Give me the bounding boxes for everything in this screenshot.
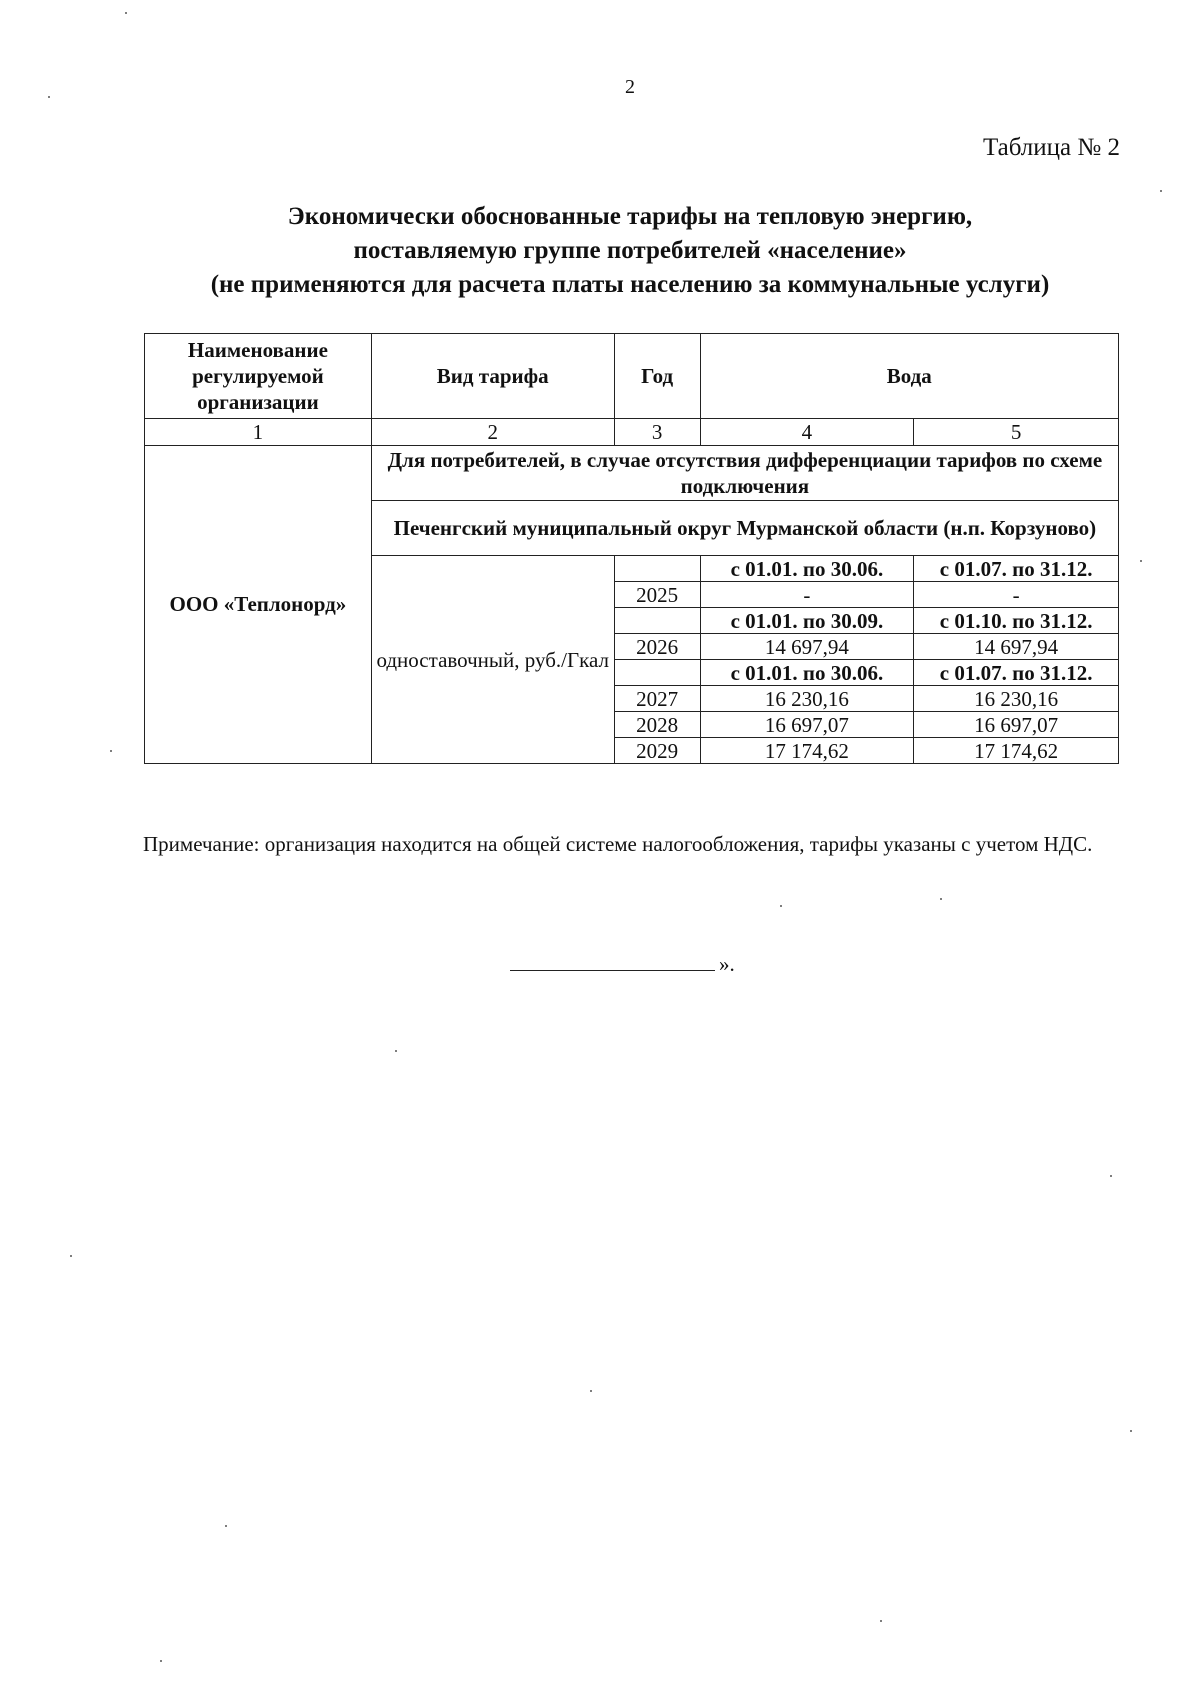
year-cell: 2025: [614, 582, 700, 608]
scan-speck: [225, 1525, 227, 1527]
scan-speck: [780, 905, 782, 907]
scan-speck: [940, 898, 942, 900]
tariff-table: [144, 333, 1119, 764]
value-cell: 17 174,62: [914, 738, 1119, 764]
scan-speck: [1110, 1175, 1112, 1177]
year-cell: 2026: [614, 634, 700, 660]
title-line-3: (не применяются для расчета платы населению за коммунальные услуги): [210, 271, 1050, 298]
value-cell: -: [914, 582, 1119, 608]
region-heading: Печенгский муниципальный округ Мурманской области (н.п. Корзуново): [371, 501, 1118, 556]
header-row: [145, 334, 1119, 419]
header-org-name: Наименование регулируемой организации: [145, 334, 372, 419]
year-cell: 2029: [614, 738, 700, 764]
column-number: 5: [914, 419, 1119, 446]
value-cell: -: [700, 582, 914, 608]
organization-name: ООО «Теплонорд»: [145, 446, 372, 764]
section-row-1: [145, 446, 1119, 501]
header-year: Год: [614, 334, 700, 419]
page-number: 2: [625, 76, 635, 98]
period-cell: с 01.01. по 30.09.: [700, 608, 914, 634]
column-number: 1: [145, 419, 372, 446]
period-cell: с 01.07. по 31.12.: [914, 660, 1119, 686]
value-cell: 17 174,62: [700, 738, 914, 764]
scan-speck: [1130, 1430, 1132, 1432]
period-cell: с 01.07. по 31.12.: [914, 556, 1119, 582]
column-number: 3: [614, 419, 700, 446]
scan-speck: [125, 12, 127, 14]
year-cell: 2028: [614, 712, 700, 738]
column-number: 2: [371, 419, 614, 446]
title-line-1: Экономически обоснованные тарифы на тепловую энергию,: [287, 203, 973, 230]
table-caption: Таблица № 2: [982, 134, 1120, 161]
year-cell: 2027: [614, 686, 700, 712]
value-cell: 16 230,16: [914, 686, 1119, 712]
header-water: Вода: [700, 334, 1118, 419]
scan-speck: [1140, 560, 1142, 562]
value-cell: 16 697,07: [700, 712, 914, 738]
value-cell: 14 697,94: [700, 634, 914, 660]
section-heading: Для потребителей, в случае отсутствия дифференциации тарифов по схеме подключения: [371, 446, 1118, 501]
period-cell: с 01.01. по 30.06.: [700, 660, 914, 686]
column-number: 4: [700, 419, 914, 446]
title-line-2: поставляемую группе потребителей «население»: [353, 237, 907, 264]
period-cell: с 01.01. по 30.06.: [700, 556, 914, 582]
document-title: [140, 200, 1120, 302]
period-cell: с 01.10. по 31.12.: [914, 608, 1119, 634]
scan-speck: [48, 96, 50, 98]
scan-speck: [1160, 190, 1162, 192]
scan-speck: [70, 1255, 72, 1257]
value-cell: 16 230,16: [700, 686, 914, 712]
year-cell: [614, 660, 700, 686]
closing-line: [510, 950, 735, 977]
year-cell: [614, 608, 700, 634]
tariff-type-value: одноставочный, руб./Гкал: [371, 556, 614, 764]
footnote: Примечание: организация находится на общей системе налогообложения, тарифы указаны с учетом НДС.: [143, 832, 1093, 856]
header-tariff-type: Вид тарифа: [371, 334, 614, 419]
column-number-row: [145, 419, 1119, 446]
signature-underline: [510, 950, 715, 971]
scan-speck: [160, 1660, 162, 1662]
value-cell: 14 697,94: [914, 634, 1119, 660]
scan-speck: [590, 1390, 592, 1392]
value-cell: 16 697,07: [914, 712, 1119, 738]
year-cell: [614, 556, 700, 582]
scan-speck: [395, 1050, 397, 1052]
scan-speck: [110, 750, 112, 752]
scan-speck: [880, 1620, 882, 1622]
closing-quote: ».: [719, 952, 735, 976]
